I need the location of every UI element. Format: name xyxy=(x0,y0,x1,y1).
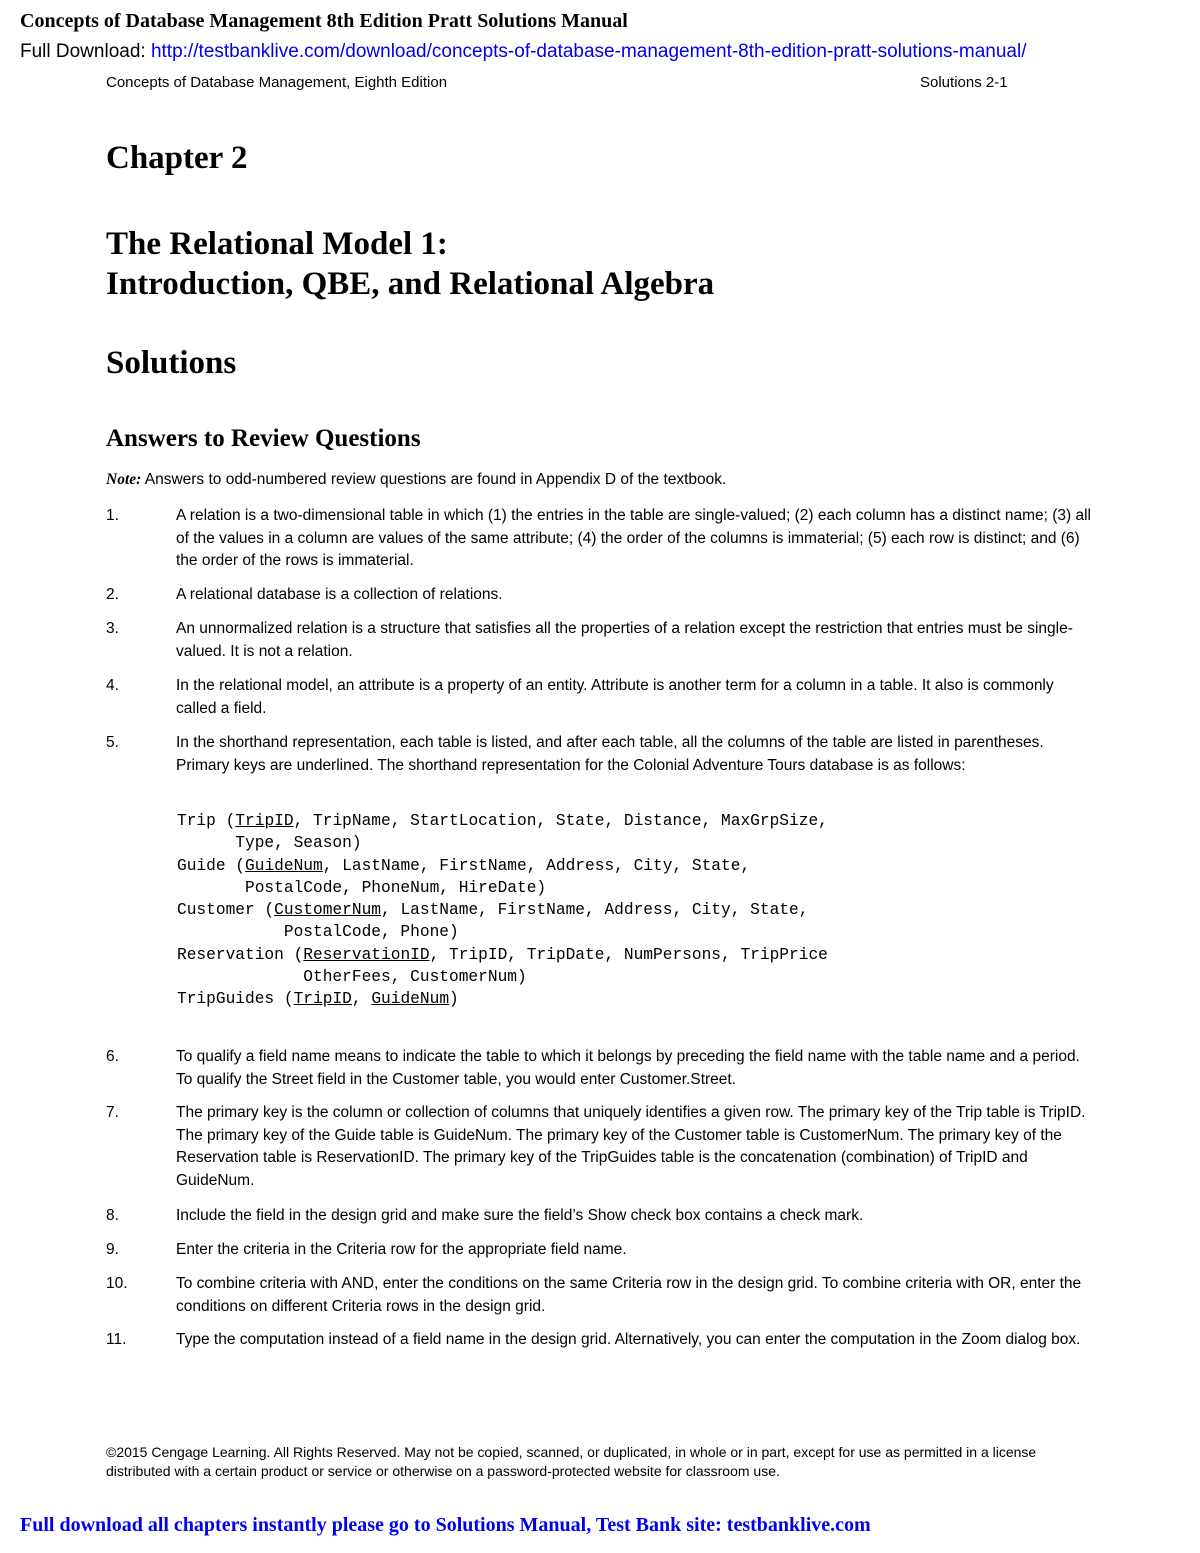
solutions-heading: Solutions xyxy=(106,345,237,381)
copyright-notice: ©2015 Cengage Learning. All Rights Reserved. May not be copied, scanned, or duplicated, in whole or in part, except for use as permitted in a license distributed with a certain product or service or otherwise on a password-protected website for classroom use. xyxy=(106,1444,1037,1479)
answer-text: An unnormalized relation is a structure that satisfies all the properties of a relation except the restriction that entries must be single-valued. It is not a relation. xyxy=(176,620,1073,660)
schema-table-tripguides: TripGuides (TripID, GuideNum) xyxy=(177,990,459,1009)
answer-text: To combine criteria with AND, enter the conditions on the same Criteria row in the design grid. To combine criteria with OR, enter the conditions on different Criteria rows in the design grid. xyxy=(176,1275,1082,1315)
answer-number: 5. xyxy=(106,734,119,751)
answer-number: 7. xyxy=(106,1104,119,1121)
chapter-subtitle-line2: Introduction, QBE, and Relational Algebra xyxy=(106,266,715,302)
running-header-page: Solutions 2-1 xyxy=(920,74,1008,91)
chapter-subtitle xyxy=(106,224,714,304)
note-paragraph xyxy=(106,471,726,489)
running-header-left: Concepts of Database Management, Eighth Edition xyxy=(106,74,448,91)
answer-number: 3. xyxy=(106,620,119,637)
full-download-label: Full Download: xyxy=(20,41,146,62)
answer-text: Include the field in the design grid and make sure the field’s Show check box contains a check mark. xyxy=(176,1207,864,1224)
schema-table-guide: Guide (GuideNum, LastName, FirstName, Address, City, State, PostalCode, PhoneNum, HireDate) xyxy=(177,856,751,897)
answer-number: 9. xyxy=(106,1241,119,1258)
answer-number: 4. xyxy=(106,677,119,694)
answer-number: 11. xyxy=(106,1331,127,1348)
answer-number: 8. xyxy=(106,1207,119,1224)
schema-shorthand xyxy=(177,810,828,1011)
answer-text: A relation is a two-dimensional table in which (1) the entries in the table are single-valued; (2) each column has a distinct name; (3) all of the values in a column are values of the same attribute; (4) the order of the columns is immaterial; (5) each row is distinct; and (6) the order of the rows is immaterial. xyxy=(176,507,1091,569)
answer-number: 1. xyxy=(106,507,119,524)
answer-text: In the relational model, an attribute is a property of an entity. Attribute is another term for a column in a table. It also is commonly called a field. xyxy=(176,677,1054,717)
note-label: Note: xyxy=(106,471,142,488)
answer-number: 6. xyxy=(106,1048,119,1065)
chapter-title: Chapter 2 xyxy=(106,140,248,176)
answer-text: To qualify a field name means to indicate the table to which it belongs by preceding the field name with the table name and a period. To qualify the Street field in the Customer table, you would enter Customer.Street. xyxy=(176,1048,1080,1088)
schema-table-trip: Trip (TripID, TripName, StartLocation, State, Distance, MaxGrpSize, Type, Season) xyxy=(177,812,828,853)
primary-key: GuideNum xyxy=(371,990,450,1009)
primary-key: TripID xyxy=(235,812,294,830)
answer-number: 2. xyxy=(106,586,119,603)
review-questions-heading: Answers to Review Questions xyxy=(106,425,421,452)
answer-text: In the shorthand representation, each table is listed, and after each table, all the columns of the table are listed in parentheses. Primary keys are underlined. The shorthand representation for the Colonial Adventure Tours database is as follows: xyxy=(176,734,1044,774)
full-download-line xyxy=(20,41,1026,63)
primary-key: CustomerNum xyxy=(274,901,382,920)
note-text: Answers to odd-numbered review questions are found in Appendix D of the textbook. xyxy=(141,471,727,488)
answer-text: Enter the criteria in the Criteria row for the appropriate field name. xyxy=(176,1241,627,1258)
schema-table-reservation: Reservation (ReservationID, TripID, TripDate, NumPersons, TripPrice OtherFees, CustomerNum) xyxy=(177,945,828,987)
primary-key: TripID xyxy=(293,990,352,1009)
answer-text: The primary key is the column or collection of columns that uniquely identifies a given row. The primary key of the Trip table is TripID. The primary key of the Guide table is GuideNum. The primary key of the Customer table is CustomerNum. The primary key of the Reservation table is ReservationID. The primary key of the TripGuides table is the concatenation (combination) of TripID and GuideNum. xyxy=(176,1104,1086,1189)
document-banner-title: Concepts of Database Management 8th Edition Pratt Solutions Manual xyxy=(20,10,628,32)
download-all-banner: Full download all chapters instantly please go to Solutions Manual, Test Bank site: testbanklive.com xyxy=(20,1514,871,1536)
schema-table-customer: Customer (CustomerNum, LastName, FirstName, Address, City, State, PostalCode, Phone) xyxy=(177,901,809,942)
primary-key: ReservationID xyxy=(303,945,430,964)
answer-text: Type the computation instead of a field name in the design grid. Alternatively, you can enter the computation in the Zoom dialog box. xyxy=(176,1331,1081,1348)
answer-text: A relational database is a collection of relations. xyxy=(176,586,503,603)
download-link[interactable]: http://testbanklive.com/download/concepts-of-database-management-8th-edition-pratt-solutions-manual/ xyxy=(150,41,1027,62)
answer-number: 10. xyxy=(106,1275,128,1292)
chapter-subtitle-line1: The Relational Model 1: xyxy=(106,226,448,262)
primary-key: GuideNum xyxy=(245,856,323,875)
